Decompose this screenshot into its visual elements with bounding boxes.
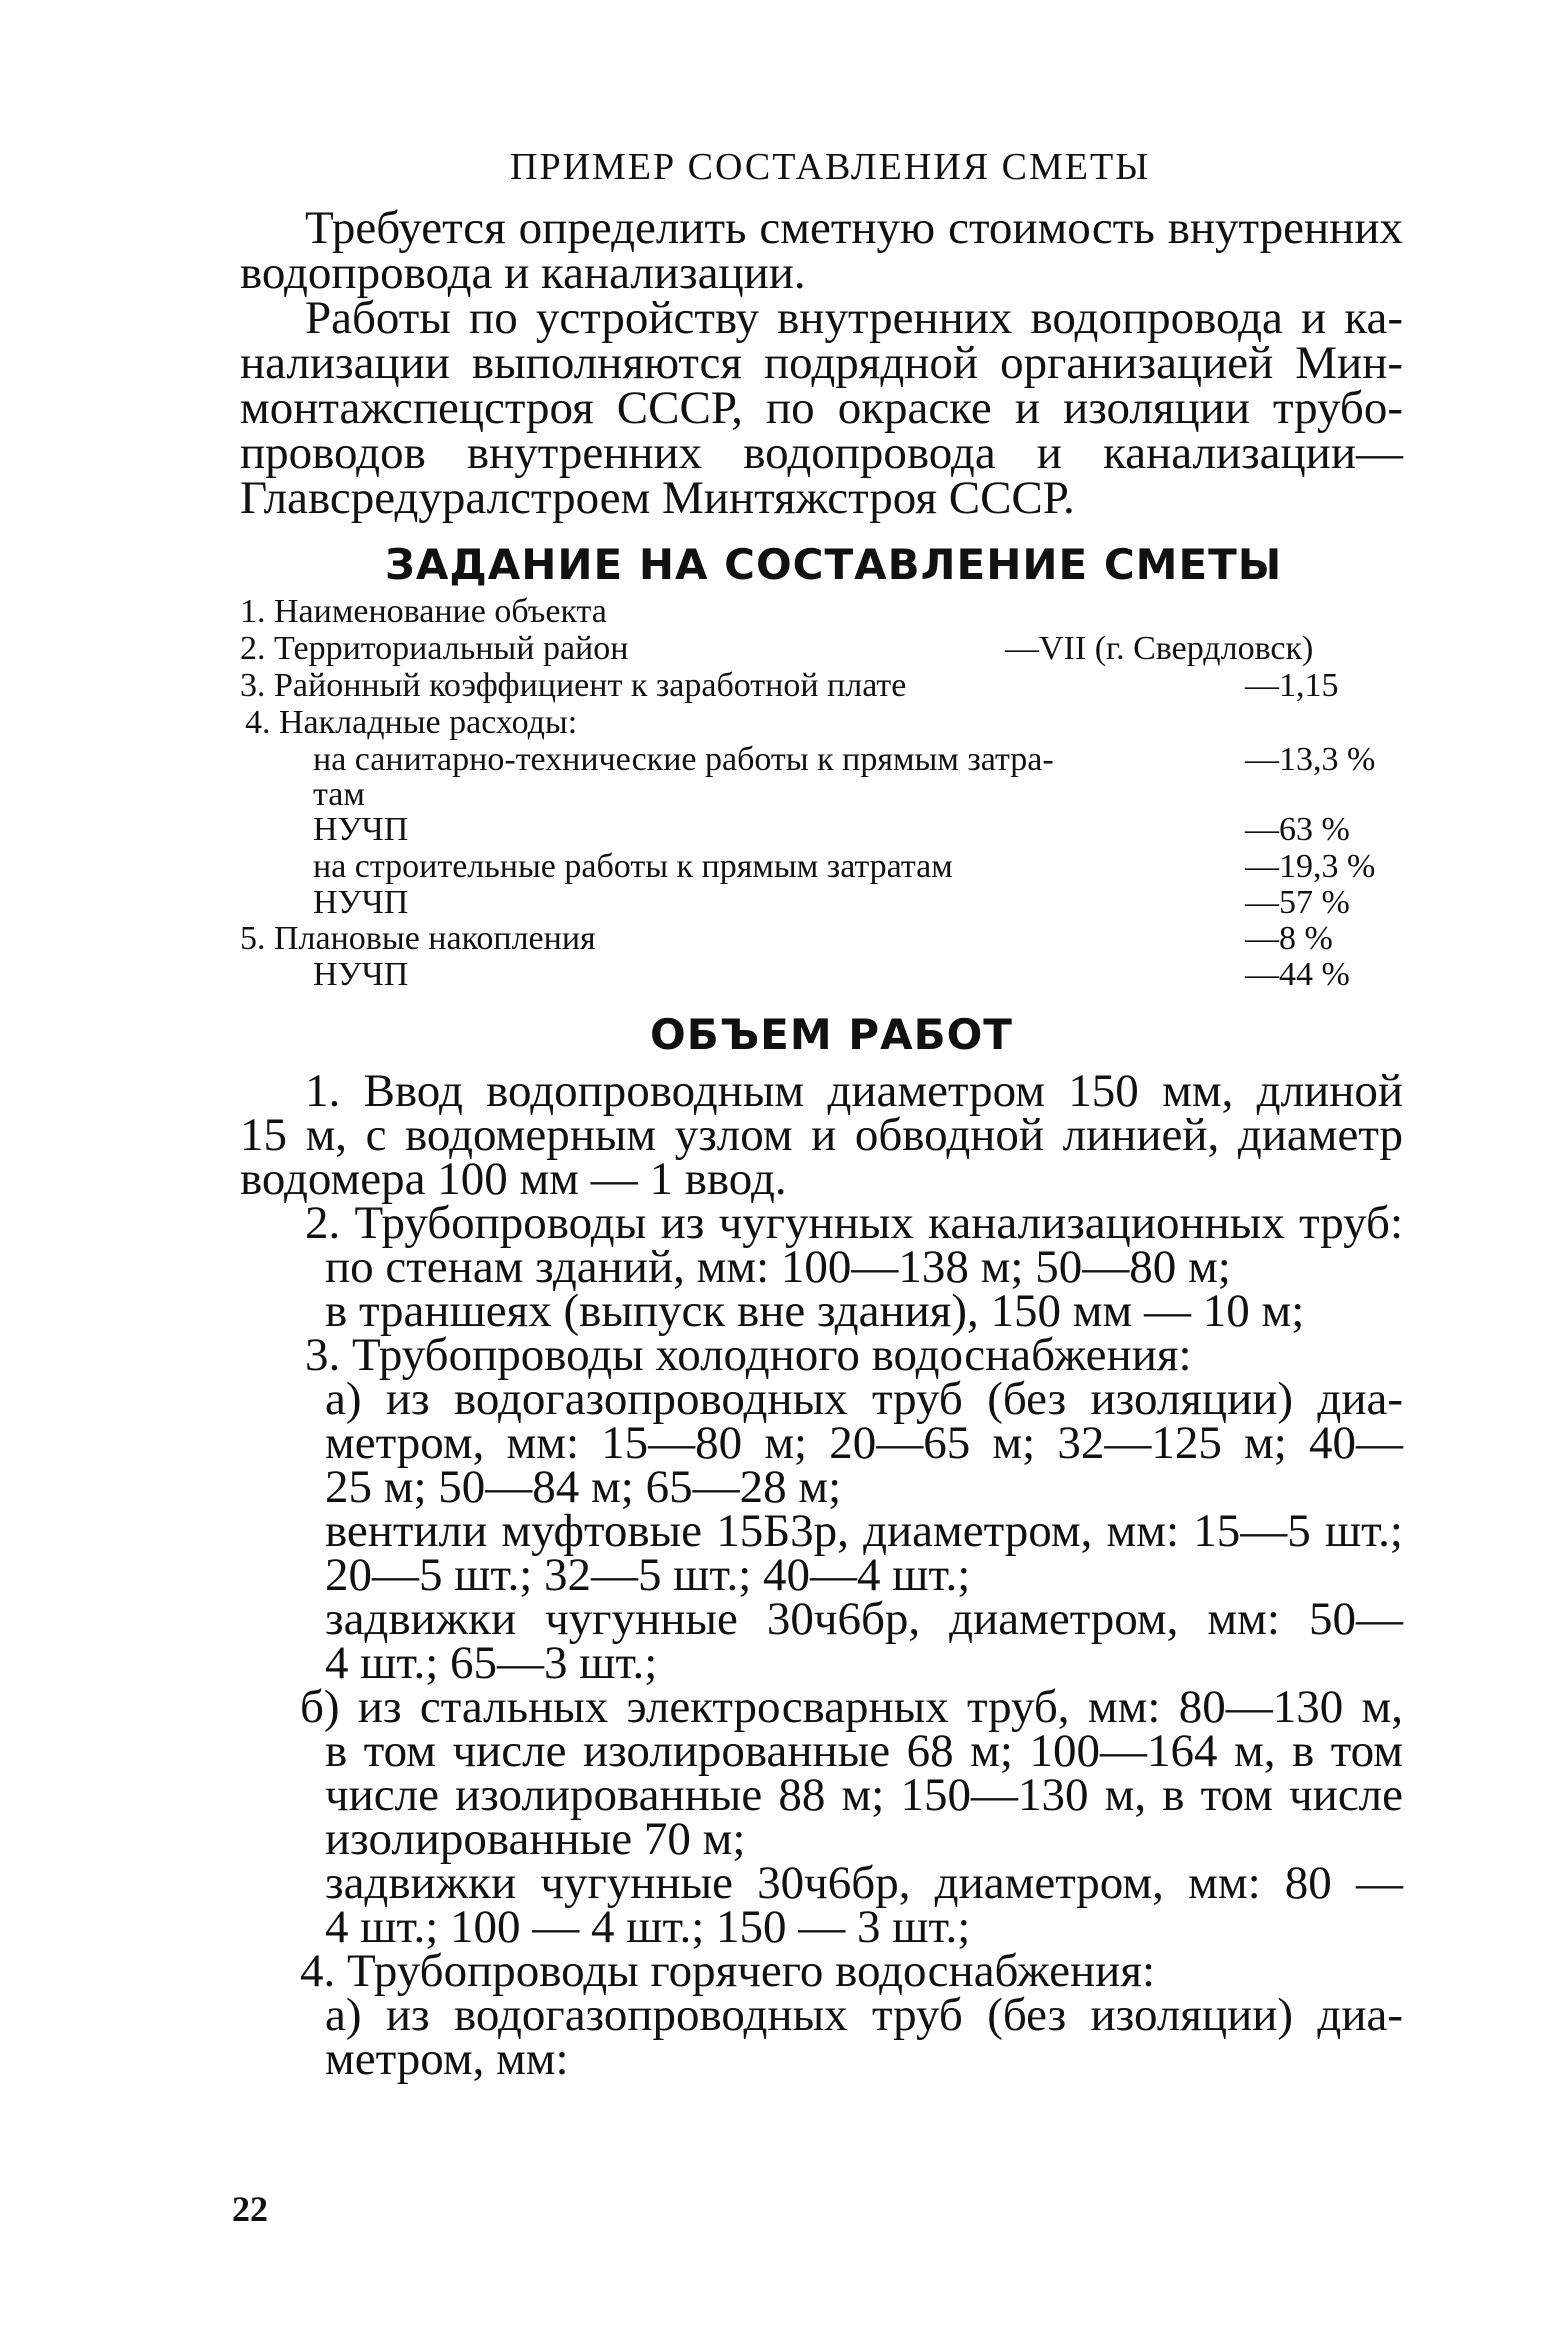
volume-line: в том числе изолированные 68 м; 100—164 м, в том	[325, 1725, 1403, 1777]
assignment-row-value: —VII (г. Свердловск)	[1005, 630, 1314, 667]
assignment-row-value: —63 %	[1245, 811, 1350, 848]
volume-line: а) из водогазопроводных труб (без изоляции) диа-	[325, 1989, 1403, 2041]
assignment-row-value: —57 %	[1245, 884, 1350, 921]
assignment-row-label: 1. Наименование объекта	[240, 593, 607, 630]
volume-line: вентили муфтовые 15Б3р, диаметром, мм: 15—5 шт.;	[325, 1505, 1403, 1557]
assignment-row-value: —1,15	[1245, 667, 1339, 704]
assignment-heading: ЗАДАНИЕ НА СОСТАВЛЕНИЕ СМЕТЫ	[385, 540, 1283, 589]
page-number: 22	[232, 2189, 268, 2229]
volume-line: 4 шт.; 65—3 шт.;	[325, 1637, 658, 1689]
volume-line: 1. Ввод водопроводным диаметром 150 мм, длиной	[305, 1065, 1403, 1117]
assignment-row-value: —44 %	[1245, 956, 1350, 993]
assignment-row-label: на санитарно-технические работы к прямым затра-	[313, 741, 1054, 778]
assignment-row-label: 4. Накладные расходы:	[245, 704, 578, 741]
assignment-row-value: —19,3 %	[1245, 848, 1376, 885]
volume-line: водомера 100 мм — 1 ввод.	[240, 1153, 787, 1205]
intro-line: водопровода и канализации.	[240, 247, 806, 299]
assignment-row-label: НУЧП	[313, 956, 409, 993]
volume-line: 4 шт.; 100 — 4 шт.; 150 — 3 шт.;	[325, 1901, 971, 1953]
assignment-row-value: —13,3 %	[1245, 741, 1376, 778]
page-title: ПРИМЕР СОСТАВЛЕНИЯ СМЕТЫ	[510, 146, 1151, 188]
assignment-row-value: —8 %	[1245, 920, 1333, 957]
volume-heading: ОБЪЕМ РАБОТ	[650, 1010, 1013, 1059]
volume-line: по стенам зданий, мм: 100—138 м; 50—80 м;	[325, 1241, 1231, 1293]
volume-line: 20—5 шт.; 32—5 шт.; 40—4 шт.;	[325, 1549, 971, 1601]
assignment-row-label: НУЧП	[313, 884, 409, 921]
intro-line: Работы по устройству внутренних водопровода и ка-	[305, 292, 1403, 344]
volume-line: б) из стальных электросварных труб, мм: 80—130 м,	[300, 1681, 1403, 1733]
volume-line: изолированные 70 м;	[325, 1813, 746, 1865]
intro-line: проводов внутренних водопровода и канализации—	[240, 427, 1403, 479]
assignment-row-label: 2. Территориальный район	[240, 630, 629, 667]
volume-line: 3. Трубопроводы холодного водоснабжения:	[305, 1329, 1192, 1381]
intro-line: монтажспецстроя СССР, по окраске и изоляции трубо-	[240, 382, 1403, 434]
assignment-row-label: 5. Плановые накопления	[240, 920, 596, 957]
volume-line: 15 м, с водомерным узлом и обводной линией, диаметр	[240, 1109, 1403, 1161]
assignment-row-label: на строительные работы к прямым затратам	[313, 848, 953, 885]
volume-line: а) из водогазопроводных труб (без изоляции) диа-	[325, 1373, 1403, 1425]
volume-line: в траншеях (выпуск вне здания), 150 мм — 10 м;	[325, 1285, 1305, 1337]
intro-line: Главсредуралстроем Минтяжстроя СССР.	[240, 472, 1075, 524]
volume-line: числе изолированные 88 м; 150—130 м, в том числе	[325, 1769, 1403, 1821]
assignment-row-label: 3. Районный коэффициент к заработной плате	[240, 667, 907, 704]
volume-line: 25 м; 50—84 м; 65—28 м;	[325, 1461, 842, 1513]
volume-line: метром, мм:	[325, 2033, 569, 2085]
assignment-row-label: там	[313, 776, 365, 813]
volume-line: задвижки чугунные 30ч6бр, диаметром, мм: 50—	[325, 1593, 1403, 1645]
volume-line: 4. Трубопроводы горячего водоснабжения:	[300, 1945, 1155, 1997]
intro-line: нализации выполняются подрядной организацией Мин-	[240, 337, 1403, 389]
assignment-row-label: НУЧП	[313, 811, 409, 848]
volume-line: задвижки чугунные 30ч6бр, диаметром, мм: 80 —	[325, 1857, 1403, 1909]
volume-line: метром, мм: 15—80 м; 20—65 м; 32—125 м; 40—	[325, 1417, 1403, 1469]
intro-line: Требуется определить сметную стоимость внутренних	[305, 202, 1403, 254]
volume-line: 2. Трубопроводы из чугунных канализационных труб:	[305, 1197, 1403, 1249]
